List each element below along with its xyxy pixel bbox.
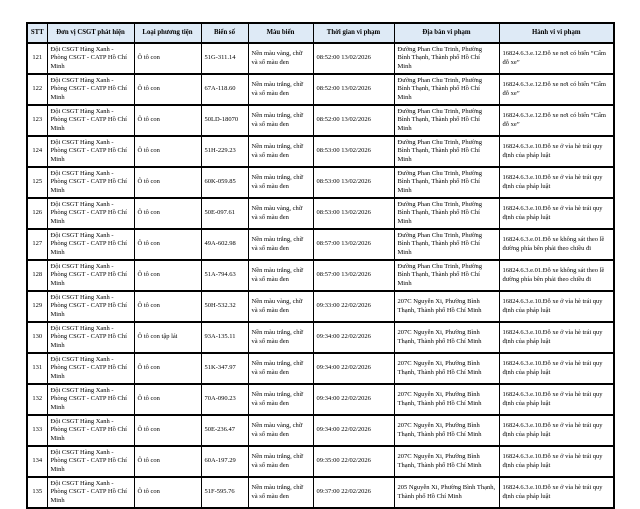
cell-location: 207C Nguyễn Xi, Phường Bình Thạnh, Thành phố Hồ Chí Minh xyxy=(394,446,499,477)
cell-violation: 16824.6.3.e.10.Đỗ xe ở vỉa hè trái quy định của pháp luật xyxy=(499,322,614,353)
cell-plate: 93A-135.11 xyxy=(201,322,248,353)
cell-plate_color: Nền màu trắng, chữ và số màu đen xyxy=(248,229,313,260)
cell-stt: 134 xyxy=(27,446,47,477)
table-row xyxy=(27,353,614,384)
table-row xyxy=(27,105,614,136)
column-header-stt: STT xyxy=(27,23,47,43)
cell-vehicle: Ô tô con xyxy=(134,415,201,446)
cell-location: Đường Phan Chu Trinh, Phường Bình Thạnh, Thành phố Hồ Chí Minh xyxy=(394,260,499,291)
cell-plate_color: Nền màu vàng, chữ và số màu đen xyxy=(248,198,313,229)
cell-location: Đường Phan Chu Trinh, Phường Bình Thạnh, Thành phố Hồ Chí Minh xyxy=(394,198,499,229)
table-row xyxy=(27,384,614,415)
table-row xyxy=(27,477,614,508)
cell-plate: 50E-236.47 xyxy=(201,415,248,446)
table-row xyxy=(27,415,614,446)
cell-plate_color: Nền màu trắng, chữ và số màu đen xyxy=(248,260,313,291)
table-row xyxy=(27,74,614,105)
cell-time: 08:52:00 13/02/2026 xyxy=(313,105,394,136)
cell-stt: 130 xyxy=(27,322,47,353)
cell-violation: 16824.6.3.e.10.Đỗ xe ở vỉa hè trái quy định của pháp luật xyxy=(499,415,614,446)
cell-vehicle: Ô tô con xyxy=(134,446,201,477)
cell-unit: Đội CSGT Hàng Xanh - Phòng CSGT - CATP Hồ Chí Minh xyxy=(47,446,134,477)
cell-time: 08:52:00 13/02/2026 xyxy=(313,74,394,105)
cell-time: 08:53:00 13/02/2026 xyxy=(313,167,394,198)
cell-plate_color: Nền màu trắng, chữ và số màu đen xyxy=(248,477,313,508)
cell-plate: 51F-595.76 xyxy=(201,477,248,508)
cell-plate_color: Nền màu vàng, chữ và số màu đen xyxy=(248,415,313,446)
cell-plate: 70A-090.23 xyxy=(201,384,248,415)
cell-vehicle: Ô tô con xyxy=(134,291,201,322)
table-row xyxy=(27,260,614,291)
cell-location: 207C Nguyễn Xi, Phường Bình Thạnh, Thành phố Hồ Chí Minh xyxy=(394,415,499,446)
cell-plate_color: Nền màu vàng, chữ và số màu đen xyxy=(248,43,313,74)
cell-violation: 16824.6.3.e.10.Đỗ xe ở vỉa hè trái quy định của pháp luật xyxy=(499,446,614,477)
cell-plate_color: Nền màu trắng, chữ và số màu đen xyxy=(248,74,313,105)
cell-violation: 16824.6.3.e.10.Đỗ xe ở vỉa hè trái quy định của pháp luật xyxy=(499,167,614,198)
cell-time: 08:53:00 13/02/2026 xyxy=(313,198,394,229)
cell-stt: 127 xyxy=(27,229,47,260)
cell-stt: 129 xyxy=(27,291,47,322)
cell-stt: 126 xyxy=(27,198,47,229)
cell-time: 08:57:00 13/02/2026 xyxy=(313,260,394,291)
cell-plate: 50E-097.61 xyxy=(201,198,248,229)
cell-violation: 16824.6.3.e.12.Đỗ xe nơi có biển “Cấm đỗ xe” xyxy=(499,43,614,74)
cell-violation: 16824.6.3.e.10.Đỗ xe ở vỉa hè trái quy định của pháp luật xyxy=(499,384,614,415)
cell-vehicle: Ô tô con xyxy=(134,260,201,291)
cell-stt: 123 xyxy=(27,105,47,136)
cell-location: Đường Phan Chu Trinh, Phường Bình Thạnh, Thành phố Hồ Chí Minh xyxy=(394,167,499,198)
cell-time: 09:34:00 22/02/2026 xyxy=(313,415,394,446)
document-page xyxy=(26,22,615,509)
cell-time: 08:57:00 13/02/2026 xyxy=(313,229,394,260)
cell-time: 09:34:00 22/02/2026 xyxy=(313,322,394,353)
table-row xyxy=(27,446,614,477)
cell-violation: 16824.6.3.e.12.Đỗ xe nơi có biển “Cấm đỗ xe” xyxy=(499,105,614,136)
cell-unit: Đội CSGT Hàng Xanh - Phòng CSGT - CATP Hồ Chí Minh xyxy=(47,353,134,384)
cell-unit: Đội CSGT Hàng Xanh - Phòng CSGT - CATP Hồ Chí Minh xyxy=(47,43,134,74)
cell-vehicle: Ô tô con xyxy=(134,167,201,198)
table-row xyxy=(27,136,614,167)
table-row xyxy=(27,229,614,260)
cell-stt: 124 xyxy=(27,136,47,167)
cell-vehicle: Ô tô con xyxy=(134,105,201,136)
cell-stt: 121 xyxy=(27,43,47,74)
cell-plate: 60A-197.29 xyxy=(201,446,248,477)
cell-location: Đường Phan Chu Trinh, Phường Bình Thạnh, Thành phố Hồ Chí Minh xyxy=(394,74,499,105)
cell-plate: 51H-229.23 xyxy=(201,136,248,167)
cell-stt: 135 xyxy=(27,477,47,508)
cell-plate: 49A-602.98 xyxy=(201,229,248,260)
cell-unit: Đội CSGT Hàng Xanh - Phòng CSGT - CATP Hồ Chí Minh xyxy=(47,477,134,508)
cell-plate_color: Nền màu trắng, chữ và số màu đen xyxy=(248,105,313,136)
cell-time: 08:52:00 13/02/2026 xyxy=(313,43,394,74)
cell-vehicle: Ô tô con tập lái xyxy=(134,322,201,353)
cell-plate_color: Nền màu trắng, chữ và số màu đen xyxy=(248,446,313,477)
cell-plate_color: Nền màu vàng, chữ và số màu đen xyxy=(248,291,313,322)
cell-unit: Đội CSGT Hàng Xanh - Phòng CSGT - CATP Hồ Chí Minh xyxy=(47,291,134,322)
cell-vehicle: Ô tô con xyxy=(134,43,201,74)
cell-vehicle: Ô tô con xyxy=(134,74,201,105)
cell-unit: Đội CSGT Hàng Xanh - Phòng CSGT - CATP Hồ Chí Minh xyxy=(47,384,134,415)
cell-vehicle: Ô tô con xyxy=(134,136,201,167)
cell-location: Đường Phan Chu Trinh, Phường Bình Thạnh, Thành phố Hồ Chí Minh xyxy=(394,43,499,74)
cell-vehicle: Ô tô con xyxy=(134,384,201,415)
table-row xyxy=(27,43,614,74)
cell-plate: 51G-311.14 xyxy=(201,43,248,74)
cell-unit: Đội CSGT Hàng Xanh - Phòng CSGT - CATP Hồ Chí Minh xyxy=(47,105,134,136)
table-header-row xyxy=(27,23,614,43)
cell-violation: 16824.6.3.e.12.Đỗ xe nơi có biển “Cấm đỗ xe” xyxy=(499,74,614,105)
violations-table xyxy=(26,22,615,509)
cell-time: 09:34:00 22/02/2026 xyxy=(313,384,394,415)
cell-location: Đường Phan Chu Trinh, Phường Bình Thạnh, Thành phố Hồ Chí Minh xyxy=(394,105,499,136)
cell-unit: Đội CSGT Hàng Xanh - Phòng CSGT - CATP Hồ Chí Minh xyxy=(47,167,134,198)
cell-violation: 16824.6.3.e.10.Đỗ xe ở vỉa hè trái quy định của pháp luật xyxy=(499,291,614,322)
table-row xyxy=(27,322,614,353)
cell-time: 09:37:00 22/02/2026 xyxy=(313,477,394,508)
table-row xyxy=(27,291,614,322)
cell-violation: 16824.6.3.e.10.Đỗ xe ở vỉa hè trái quy định của pháp luật xyxy=(499,353,614,384)
cell-plate: 50LD-18070 xyxy=(201,105,248,136)
cell-unit: Đội CSGT Hàng Xanh - Phòng CSGT - CATP Hồ Chí Minh xyxy=(47,198,134,229)
table-row xyxy=(27,167,614,198)
cell-unit: Đội CSGT Hàng Xanh - Phòng CSGT - CATP Hồ Chí Minh xyxy=(47,136,134,167)
cell-location: 207C Nguyễn Xi, Phường Bình Thạnh, Thành phố Hồ Chí Minh xyxy=(394,353,499,384)
cell-plate_color: Nền màu trắng, chữ và số màu đen xyxy=(248,353,313,384)
cell-time: 09:33:00 22/02/2026 xyxy=(313,291,394,322)
cell-plate: 50H-532.32 xyxy=(201,291,248,322)
cell-plate_color: Nền màu trắng, chữ và số màu đen xyxy=(248,136,313,167)
cell-vehicle: Ô tô con xyxy=(134,477,201,508)
cell-violation: 16824.6.3.e.01.Đỗ xe không sát theo lề đường phía bên phải theo chiều đi xyxy=(499,260,614,291)
cell-stt: 125 xyxy=(27,167,47,198)
cell-plate_color: Nền màu trắng, chữ và số màu đen xyxy=(248,384,313,415)
column-header-time: Thời gian vi phạm xyxy=(313,23,394,43)
column-header-plate: Biển số xyxy=(201,23,248,43)
column-header-vehicle: Loại phương tiện xyxy=(134,23,201,43)
cell-unit: Đội CSGT Hàng Xanh - Phòng CSGT - CATP Hồ Chí Minh xyxy=(47,415,134,446)
column-header-unit: Đơn vị CSGT phát hiện xyxy=(47,23,134,43)
column-header-location: Địa bàn vi phạm xyxy=(394,23,499,43)
cell-time: 09:35:00 22/02/2026 xyxy=(313,446,394,477)
cell-plate_color: Nền màu trắng, chữ và số màu đen xyxy=(248,322,313,353)
cell-violation: 16824.6.3.e.10.Đỗ xe ở vỉa hè trái quy định của pháp luật xyxy=(499,477,614,508)
column-header-plate_color: Màu biển xyxy=(248,23,313,43)
cell-violation: 16824.6.3.e.10.Đỗ xe ở vỉa hè trái quy định của pháp luật xyxy=(499,136,614,167)
cell-vehicle: Ô tô con xyxy=(134,198,201,229)
cell-plate: 51K-347.97 xyxy=(201,353,248,384)
table-row xyxy=(27,198,614,229)
cell-stt: 128 xyxy=(27,260,47,291)
cell-violation: 16824.6.3.e.01.Đỗ xe không sát theo lề đường phía bên phải theo chiều đi xyxy=(499,229,614,260)
cell-unit: Đội CSGT Hàng Xanh - Phòng CSGT - CATP Hồ Chí Minh xyxy=(47,74,134,105)
cell-plate: 67A-118.60 xyxy=(201,74,248,105)
cell-location: 207C Nguyễn Xi, Phường Bình Thạnh, Thành phố Hồ Chí Minh xyxy=(394,322,499,353)
cell-stt: 132 xyxy=(27,384,47,415)
cell-plate: 51A-794.63 xyxy=(201,260,248,291)
cell-unit: Đội CSGT Hàng Xanh - Phòng CSGT - CATP Hồ Chí Minh xyxy=(47,322,134,353)
column-header-violation: Hành vi vi phạm xyxy=(499,23,614,43)
cell-location: 207C Nguyễn Xi, Phường Bình Thạnh, Thành phố Hồ Chí Minh xyxy=(394,291,499,322)
cell-location: Đường Phan Chu Trinh, Phường Bình Thạnh, Thành phố Hồ Chí Minh xyxy=(394,136,499,167)
cell-stt: 131 xyxy=(27,353,47,384)
cell-location: Đường Phan Chu Trinh, Phường Bình Thạnh, Thành phố Hồ Chí Minh xyxy=(394,229,499,260)
cell-unit: Đội CSGT Hàng Xanh - Phòng CSGT - CATP Hồ Chí Minh xyxy=(47,260,134,291)
cell-vehicle: Ô tô con xyxy=(134,229,201,260)
cell-time: 08:53:00 13/02/2026 xyxy=(313,136,394,167)
cell-vehicle: Ô tô con xyxy=(134,353,201,384)
cell-location: 207C Nguyễn Xi, Phường Bình Thạnh, Thành phố Hồ Chí Minh xyxy=(394,384,499,415)
cell-stt: 122 xyxy=(27,74,47,105)
cell-violation: 16824.6.3.e.10.Đỗ xe ở vỉa hè trái quy định của pháp luật xyxy=(499,198,614,229)
cell-location: 205 Nguyễn Xi, Phường Bình Thạnh, Thành phố Hồ Chí Minh xyxy=(394,477,499,508)
cell-stt: 133 xyxy=(27,415,47,446)
cell-time: 09:34:00 22/02/2026 xyxy=(313,353,394,384)
cell-plate: 60K-059.85 xyxy=(201,167,248,198)
cell-plate_color: Nền màu trắng, chữ và số màu đen xyxy=(248,167,313,198)
cell-unit: Đội CSGT Hàng Xanh - Phòng CSGT - CATP Hồ Chí Minh xyxy=(47,229,134,260)
